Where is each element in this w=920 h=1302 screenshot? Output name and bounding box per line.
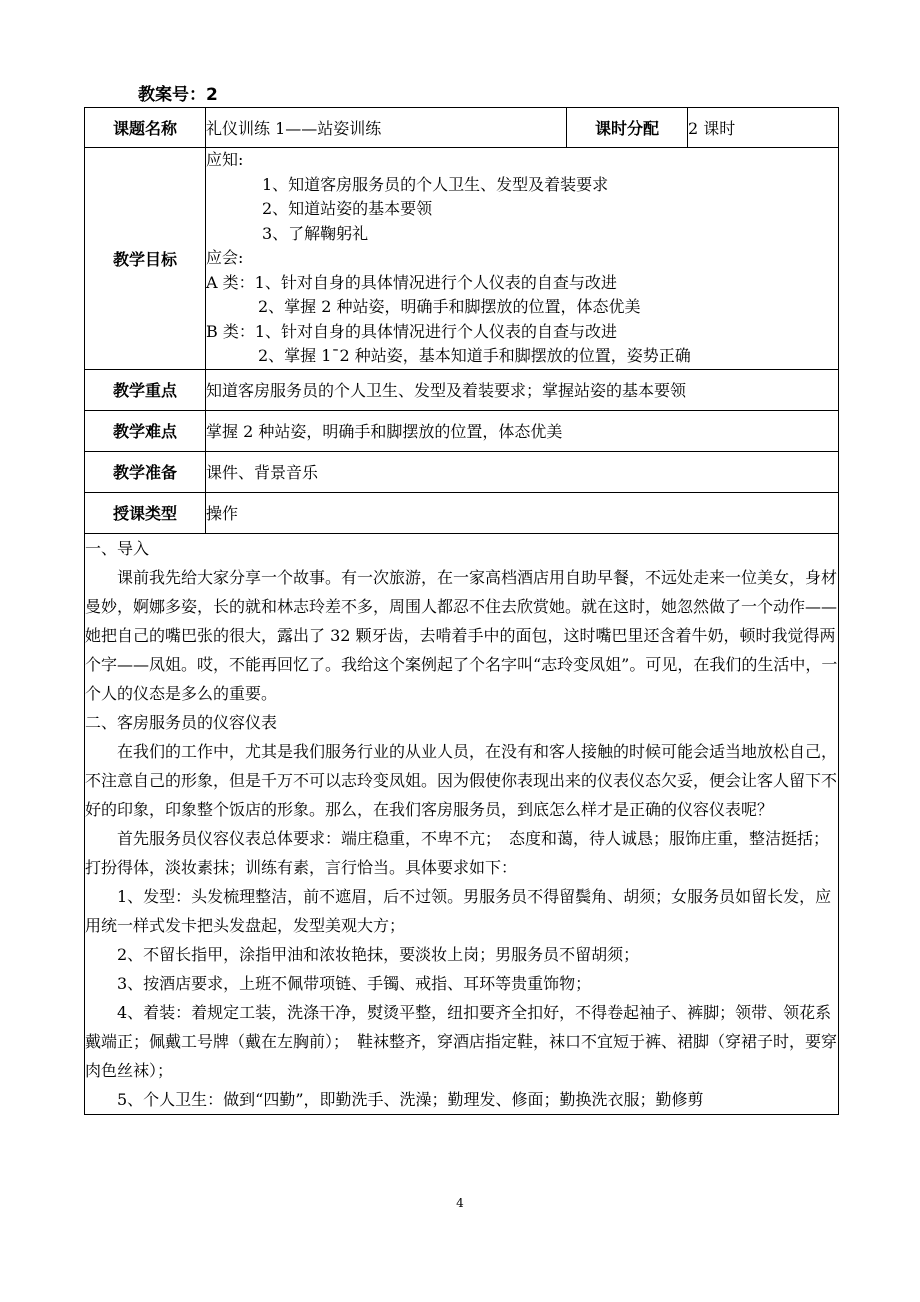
paragraph: 首先服务员仪容仪表总体要求：端庄稳重，不卑不亢； 态度和蔼，待人诚恳；服饰庄重，整洁挺括； 打扮得体，淡妆素抹；训练有素，言行恰当。具体要求如下： bbox=[85, 828, 838, 877]
lesson-number: 教案号：2 bbox=[138, 85, 218, 105]
lesson-type-row bbox=[85, 492, 839, 533]
objective-line: 应会: bbox=[206, 248, 244, 267]
content-row bbox=[85, 533, 839, 1114]
lesson-type-label: 授课类型 bbox=[85, 492, 206, 533]
section-title: 一、导入 bbox=[85, 538, 150, 558]
key-points-row bbox=[85, 369, 839, 410]
hours-label: 课时分配 bbox=[567, 108, 688, 148]
objective-line: 2、掌握 1ˉ2 种站姿，基本知道手和脚摆放的位置，姿势正确 bbox=[258, 346, 691, 365]
list-item: 3、按酒店要求，上班不佩带项链、手镯、戒指、耳环等贵重饰物； bbox=[117, 973, 592, 993]
key-points-label: 教学重点 bbox=[85, 369, 206, 410]
page-number: 4 bbox=[456, 1196, 464, 1210]
preparation-row bbox=[85, 451, 839, 492]
objective-line: 1、知道客房服务员的个人卫生、发型及着装要求 bbox=[262, 174, 609, 194]
objectives-label: 教学目标 bbox=[85, 148, 206, 370]
objectives-content bbox=[206, 148, 839, 370]
objectives-row bbox=[85, 148, 839, 370]
difficulties-row bbox=[85, 410, 839, 451]
preparation-value: 课件、背景音乐 bbox=[206, 451, 839, 492]
paragraph: 在我们的工作中，尤其是我们服务行业的从业人员，在没有和客人接触的时候可能会适当地放松自己，不注意自己的形象，但是千万不可以志玲变凤姐。因为假使你表现出来的仪表仪态欠妥，便会让客人留下不好的印象，印象整个饭店的形象。那么，在我们客房服务员，到底怎么样才是正确的仪容仪表呢？ bbox=[85, 741, 838, 819]
list-item: 1、发型：头发梳理整洁，前不遮眉，后不过领。男服务员不得留鬓角、胡须；女服务员如留长发，应用统一样式发卡把头发盘起，发型美观大方； bbox=[85, 886, 832, 935]
section-title: 二、客房服务员的仪容仪表 bbox=[85, 712, 278, 732]
lesson-plan-table bbox=[84, 107, 839, 1115]
preparation-label: 教学准备 bbox=[85, 451, 206, 492]
list-item: 2、不留长指甲，涂指甲油和浓妆艳抹，要淡妆上岗；男服务员不留胡须； bbox=[117, 944, 640, 964]
paragraph: 课前我先给大家分享一个故事。有一次旅游，在一家高档酒店用自助早餐，不远处走来一位美女，身材曼妙，婀娜多姿，长的就和林志玲差不多，周围人都忍不住去欣赏她。就在这时，她忽然做了一个动作——她把自己的嘴巴张的很大，露出了 32 颗牙齿，去啃着手中的面包，这时嘴巴里还含着牛奶，顿时我觉得两个字——凤姐。哎，不能再回忆了。我给这个案例起了个名字叫“志玲变凤姐”。可见，在我们的生活中，一个人的仪态是多么的重要。 bbox=[85, 567, 838, 703]
hours-value: 2 课时 bbox=[688, 108, 839, 148]
objective-line: B 类：1、针对自身的具体情况进行个人仪表的自查与改进 bbox=[206, 321, 618, 341]
lesson-content bbox=[85, 533, 839, 1114]
topic-label: 课题名称 bbox=[85, 108, 206, 148]
topic-row bbox=[85, 108, 839, 148]
difficulties-value: 掌握 2 种站姿，明确手和脚摆放的位置，体态优美 bbox=[206, 410, 839, 451]
key-points-value: 知道客房服务员的个人卫生、发型及着装要求；掌握站姿的基本要领 bbox=[206, 369, 839, 410]
difficulties-label: 教学难点 bbox=[85, 410, 206, 451]
objective-line: A 类：1、针对自身的具体情况进行个人仪表的自查与改进 bbox=[206, 272, 617, 292]
objective-line: 应知: bbox=[206, 150, 244, 169]
topic-value: 礼仪训练 1——站姿训练 bbox=[206, 108, 567, 148]
objective-line: 2、掌握 2 种站姿，明确手和脚摆放的位置，体态优美 bbox=[258, 297, 641, 316]
objective-line: 3、了解鞠躬礼 bbox=[262, 223, 369, 243]
lesson-type-value: 操作 bbox=[206, 492, 839, 533]
list-item: 4、着装：着规定工装，洗涤干净，熨烫平整，纽扣要齐全扣好，不得卷起袖子、裤脚；领带、领花系戴端正；佩戴工号牌（戴在左胸前）； 鞋袜整齐，穿酒店指定鞋，袜口不宜短于裤、裙脚（穿裙子时，要穿肉色丝袜）； bbox=[85, 1002, 838, 1080]
objective-line: 2、知道站姿的基本要领 bbox=[262, 199, 433, 218]
list-item: 5、个人卫生：做到“四勤”，即勤洗手、洗澡；勤理发、修面；勤换洗衣服；勤修剪 bbox=[117, 1089, 704, 1109]
